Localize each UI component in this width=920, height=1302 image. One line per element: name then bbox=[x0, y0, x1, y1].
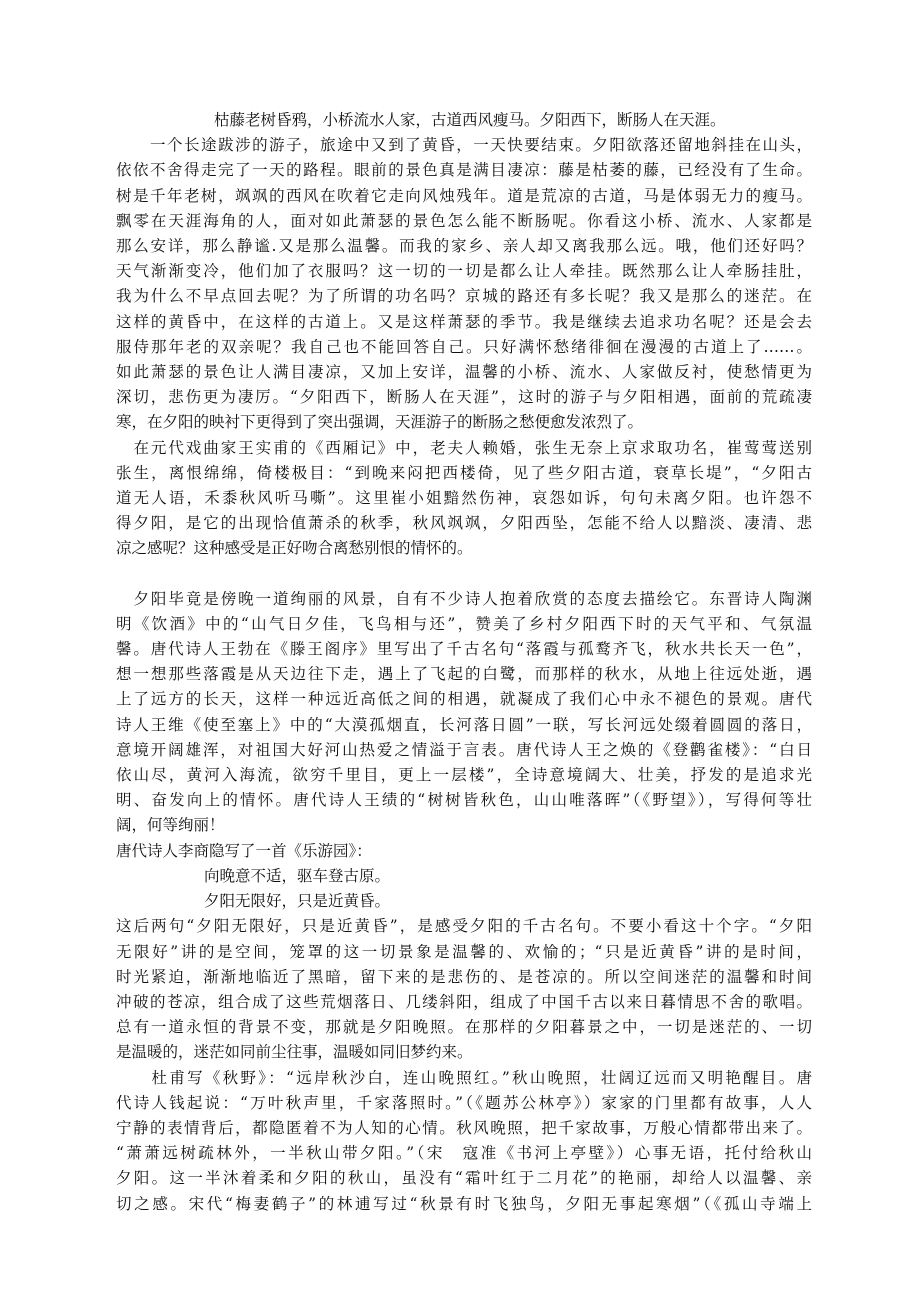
text-line: 意境开阔雄浑，对祖国大好河山热爱之情溢于言表。唐代诗人王之焕的《登鹳雀楼》：“白日 bbox=[116, 740, 812, 759]
text-line: 阔，何等绚丽！ bbox=[116, 816, 225, 835]
text-line: 无限好”讲的是空间，笼罩的这一切景象是温馨的、欢愉的；“只是近黄昏”讲的是时间， bbox=[116, 942, 812, 961]
text-line: 切之感。宋代“梅妻鹤子”的林逋写过“秋景有时飞独鸟，夕阳无事起寒烟”（《孤山寺端上 bbox=[116, 1194, 812, 1213]
text-line: “萧萧远树疏林外，一半秋山带夕阳。”（宋 寇准《书河上亭壁》）心事无语，托付给秋山 bbox=[116, 1144, 812, 1163]
document-page bbox=[116, 108, 812, 1298]
text-line: 飘零在天涯海角的人，面对如此萧瑟的景色怎么能不断肠呢。你看这小桥、流水、人家都是 bbox=[116, 211, 812, 230]
text-line: 总有一道永恒的背景不变，那就是夕阳晚照。在那样的夕阳暮景之中，一切是迷茫的、一切 bbox=[116, 1018, 812, 1037]
text-line: 这后两句“夕阳无限好，只是近黄昏”，是感受夕阳的千古名句。不要小看这十个字。“夕阳 bbox=[116, 917, 812, 936]
text-line: 上了远方的长天，这样一种远近高低之间的相遇，就凝成了我们心中永不褪色的景观。唐代 bbox=[116, 690, 812, 709]
text-line: 道无人语，禾黍秋风听马嘶”。这里崔小姐黯然伤神，哀怨如诉，句句未离夕阳。也许怨不 bbox=[116, 489, 812, 508]
text-line: 想一想那些落霞是从天边往下走，遇上了飞起的白鹭，而那样的秋水，从地上往远处逝，遇 bbox=[116, 665, 812, 684]
text-line: 夕阳毕竟是傍晚一道绚丽的风景，自有不少诗人抱着欣赏的态度去描绘它。东晋诗人陶渊 bbox=[116, 589, 812, 608]
paragraph-3 bbox=[116, 587, 812, 839]
text-line: 树是千年老树，飒飒的西风在吹着它走向风烛残年。道是荒凉的古道，马是体弱无力的瘦马。 bbox=[116, 186, 812, 205]
paragraph-4 bbox=[116, 914, 812, 1065]
text-line: 明、奋发向上的情怀。唐代诗人王绩的“树树皆秋色，山山唯落晖”（《野望》），写得何等壮 bbox=[116, 791, 812, 810]
text-line: 依山尽，黄河入海流，欲穷千里目，更上一层楼”，全诗意境阔大、壮美，抒发的是追求光 bbox=[116, 766, 812, 785]
poem-line: 向晚意不适，驱车登古原。 bbox=[204, 866, 391, 885]
text-line: 是温暖的，迷茫如同前尘往事，温暖如同旧梦约来。 bbox=[116, 1043, 473, 1062]
paragraph-2 bbox=[116, 436, 812, 562]
text-line: 时光紧迫，渐渐地临近了黑暗，留下来的是悲伤的、是苍凉的。所以空间迷茫的温馨和时间 bbox=[116, 967, 812, 986]
text-line: 寒，在夕阳的映衬下更得到了突出强调，天涯游子的断肠之愁便愈发浓烈了。 bbox=[116, 413, 644, 432]
text-line: 冲破的苍凉，组合成了这些荒烟落日、几缕斜阳，组成了中国千古以来日暮情思不舍的歌唱。 bbox=[116, 992, 812, 1011]
text-line: 诗人王维《使至塞上》中的“大漠孤烟直，长河落日圆”一联，写长河远处缀着圆圆的落日， bbox=[116, 715, 812, 734]
text-line: 代诗人钱起说：“万叶秋声里，千家落照时。”（《题苏公林亭》）家家的门里都有故事，人人 bbox=[116, 1093, 812, 1112]
text-line: 张生，离恨绵绵，倚楼极目：“到晚来闷把西楼倚，见了些夕阳古道，衰草长堤”，“夕阳古 bbox=[116, 463, 812, 482]
text-line: 这样的黄昏中，在这样的古道上。又是这样萧瑟的季节。我是继续去追求功名呢？还是会去 bbox=[116, 312, 812, 331]
text-line: 夕阳。这一半沐着柔和夕阳的秋山，虽没有“霜叶红于二月花”的艳丽，却给人以温馨、亲 bbox=[116, 1169, 812, 1188]
text-line: 依依不舍得走完了一天的路程。眼前的景色真是满目凄凉：藤是枯萎的藤，已经没有了生命。 bbox=[116, 161, 812, 180]
text-line: 凉之感呢？这种感受是正好吻合离愁别恨的情怀的。 bbox=[116, 539, 473, 558]
text-line: 我为什么不早点回去呢？为了所谓的功名吗？京城的路还有多长呢？我又是那么的迷茫。在 bbox=[116, 287, 812, 306]
text-line: 一个长途跋涉的游子，旅途中又到了黄昏，一天快要结束。夕阳欲落还留地斜挂在山头， bbox=[116, 136, 812, 155]
title-line: 枯藤老树昏鸦，小桥流水人家，古道西风瘦马。夕阳西下，断肠人在天涯。 bbox=[214, 111, 726, 129]
text-line: 明《饮酒》中的“山气日夕佳，飞鸟相与还”，赞美了乡村夕阳西下时的天气平和、气氛温 bbox=[116, 614, 812, 633]
text-line: 如此萧瑟的景色让人满目凄凉，又加上安详，温馨的小桥、流水、人家做反衬，使愁情更为 bbox=[116, 363, 812, 382]
text-line: 天气渐渐变冷，他们加了衣服吗？这一切的一切是都么让人牵挂。既然那么让人牵肠挂肚， bbox=[116, 262, 812, 281]
text-line: 得夕阳，是它的出现恰值萧杀的秋季，秋风飒飒，夕阳西坠，怎能不给人以黯淡、凄清、悲 bbox=[116, 514, 812, 533]
text-line: 深切，悲伤更为凄厉。“夕阳西下，断肠人在天涯”，这时的游子与夕阳相遇，面前的荒疏凄 bbox=[116, 388, 812, 407]
text-line: 在元代戏曲家王实甫的《西厢记》中，老夫人赖婚，张生无奈上京求取功名，崔莺莺送别 bbox=[116, 438, 812, 457]
text-line: 杜甫写《秋野》：“远岸秋沙白，连山晚照红。”秋山晚照，壮阔辽远而又明艳醒目。唐 bbox=[116, 1068, 812, 1087]
paragraph-1 bbox=[116, 133, 812, 435]
text-line: 宁静的表情背后，都隐匿着不为人知的心情。秋风晚照，把千家故事，万般心情都带出来了。 bbox=[116, 1118, 812, 1137]
poem-line: 夕阳无限好，只是近黄昏。 bbox=[204, 892, 391, 911]
paragraph-5 bbox=[116, 1066, 812, 1217]
blank-line bbox=[116, 562, 812, 587]
text-line: 馨。唐代诗人王勃在《滕王阁序》里写出了千古名句“落霞与孤鹜齐飞，秋水共长天一色”， bbox=[116, 640, 812, 659]
text-line: 服侍那年老的双亲呢？我自己也不能回答自己。只好满怀愁绪徘徊在漫漫的古道上了……。 bbox=[116, 337, 812, 356]
poem-intro: 唐代诗人李商隐写了一首《乐游园》： bbox=[116, 841, 372, 860]
text-line: 那么安详，那么静谧.又是那么温馨。而我的家乡、亲人却又离我那么远。哦，他们还好吗？ bbox=[116, 237, 812, 256]
